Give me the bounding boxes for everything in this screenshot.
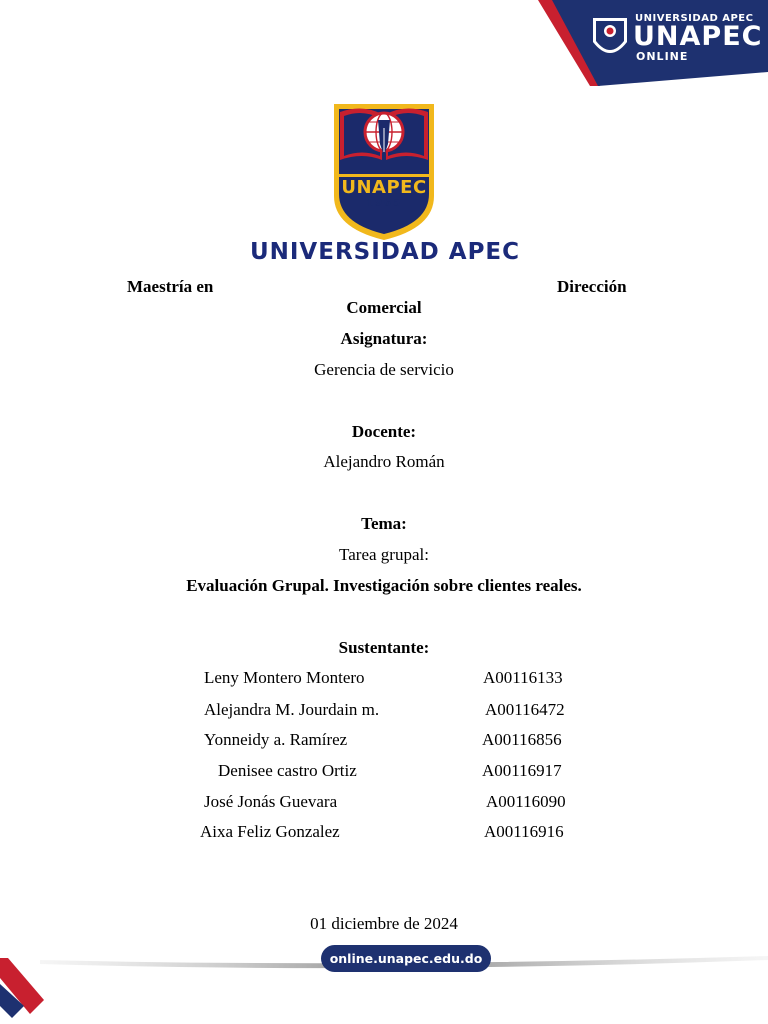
header-university-label: UNIVERSIDAD APEC <box>635 13 754 24</box>
student-id: A00116917 <box>482 761 562 780</box>
student-id: A00116856 <box>482 730 562 749</box>
student-name: Denisee castro Ortiz <box>218 761 357 780</box>
subject-label: Asignatura: <box>340 329 428 348</box>
students-label: Sustentante: <box>338 638 430 657</box>
footer-url-pill: online.unapec.edu.do <box>321 945 491 972</box>
university-name: UNIVERSIDAD APEC <box>249 239 521 265</box>
student-name: Yonneidy a. Ramírez <box>204 730 348 749</box>
program-line-right: Dirección <box>557 277 627 296</box>
student-name: Leny Montero Montero <box>204 668 365 687</box>
crest-year: 1965 <box>366 198 402 209</box>
university-crest-logo <box>330 100 438 242</box>
topic-value: Tarea grupal: <box>339 545 429 564</box>
student-id: A00116916 <box>484 822 564 841</box>
student-name: José Jonás Guevara <box>204 792 338 811</box>
student-id: A00116472 <box>485 700 565 719</box>
student-name: Alejandra M. Jourdain m. <box>204 700 380 719</box>
subject-value: Gerencia de servicio <box>314 360 454 379</box>
topic-title: Evaluación Grupal. Investigación sobre clientes reales. <box>186 576 582 595</box>
topic-label: Tema: <box>361 514 407 533</box>
header-online-label: ONLINE <box>636 50 689 63</box>
program-line-2: Comercial <box>346 298 422 317</box>
student-name: Aixa Feliz Gonzalez <box>200 822 340 841</box>
header-brand: UNAPEC <box>633 21 763 52</box>
crest-brand-text: UNAPEC <box>341 177 427 198</box>
program-line-left: Maestría en <box>127 277 214 296</box>
teacher-label: Docente: <box>351 422 417 441</box>
student-id: A00116133 <box>483 668 563 687</box>
teacher-value: Alejandro Román <box>323 452 445 471</box>
document-date: 01 diciembre de 2024 <box>310 914 458 933</box>
student-id: A00116090 <box>486 792 566 811</box>
